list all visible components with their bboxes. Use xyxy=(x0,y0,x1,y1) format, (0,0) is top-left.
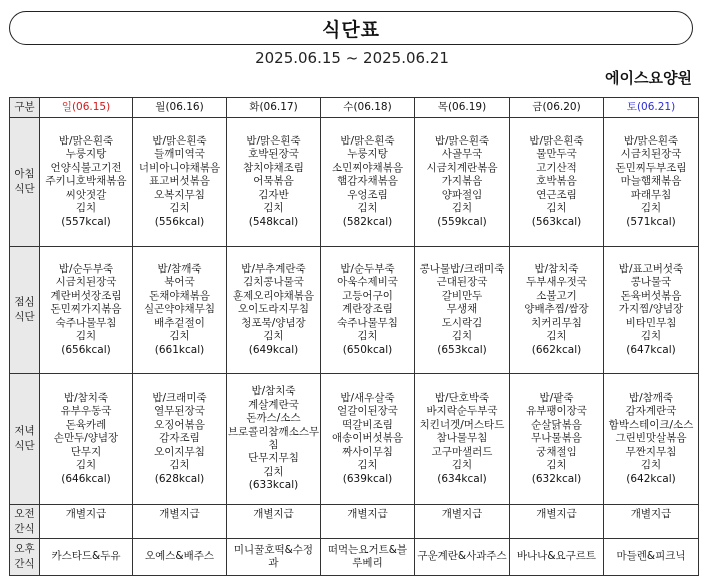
menu-item: 단무지 xyxy=(70,445,102,458)
menu-item: (633kcal) xyxy=(248,479,299,492)
menu-item: 돈까스/소스 xyxy=(246,412,301,425)
menu-item: (582kcal) xyxy=(342,215,393,228)
menu-item: 소불고기 xyxy=(536,289,577,302)
menu-item: 돈육카레 xyxy=(65,418,107,431)
menu-item: 너비아니야채볶음 xyxy=(138,161,221,174)
menu-item: 고구마샐러드 xyxy=(431,445,493,458)
menu-item: 유부팽이장국 xyxy=(526,405,587,418)
menu-item: (639kcal) xyxy=(342,472,393,485)
day-header-fri: 금(06.20) xyxy=(510,98,604,118)
menu-item: 오복지무침 xyxy=(154,188,205,201)
menu-item: 고등어구이 xyxy=(342,289,393,302)
menu-item: 언양식불고기전 xyxy=(50,161,122,174)
menu-item: 연근조림 xyxy=(536,188,577,201)
menu-item: 콩나물국 xyxy=(630,276,672,289)
menu-item: 김치 xyxy=(640,202,662,215)
menu-item: 그린빈맛살볶음 xyxy=(615,432,687,445)
menu-item: (653kcal) xyxy=(437,343,487,356)
snack-cell: 떠먹는요거트&블루베리 xyxy=(321,539,415,576)
menu-item: 돈채야채볶음 xyxy=(149,289,210,302)
menu-item: 열무된장국 xyxy=(154,405,205,418)
menu-item: 오징어볶음 xyxy=(154,418,205,431)
day-header-thu: 목(06.19) xyxy=(415,98,510,118)
day-header-sun: 일(06.15) xyxy=(40,98,133,118)
snack-cell: 바나나&요구르트 xyxy=(510,539,604,576)
meal-cell xyxy=(321,247,415,374)
menu-item: (563kcal) xyxy=(531,215,582,228)
menu-item: 햄감자채볶음 xyxy=(337,175,398,188)
day-header-row xyxy=(10,98,699,118)
organization-name: 에이스요양원 xyxy=(605,69,692,87)
breakfast-label: 아침 식단 xyxy=(10,118,40,247)
menu-item: 감자조림 xyxy=(159,432,200,445)
menu-item: 오이도라지무침 xyxy=(237,303,309,316)
menu-item: (647kcal) xyxy=(626,343,676,356)
menu-item: 시금치계란볶음 xyxy=(426,161,498,174)
menu-item: 참치야채조림 xyxy=(243,161,304,174)
menu-item: 파래무침 xyxy=(630,188,672,201)
menu-item: 치킨너겟/머스타드 xyxy=(419,418,505,431)
meal-plan-table xyxy=(9,97,699,576)
snack-cell: 개별지급 xyxy=(321,505,415,539)
menu-item: 김치 xyxy=(546,202,567,215)
menu-item: 오이지무침 xyxy=(154,445,205,458)
meal-cell xyxy=(510,118,604,247)
menu-item: (632kcal) xyxy=(531,472,582,485)
meal-cell xyxy=(40,247,133,374)
menu-item: 김자반 xyxy=(258,188,289,201)
dinner-row xyxy=(10,374,699,505)
meal-cell xyxy=(133,374,227,505)
menu-item: 들깨미역국 xyxy=(154,148,205,161)
menu-item: 밥/맑은흰죽 xyxy=(340,135,395,148)
meal-cell xyxy=(133,118,227,247)
menu-item: 밥/맑은흰죽 xyxy=(246,135,301,148)
menu-item: 밥/새우살죽 xyxy=(340,392,395,405)
menu-item: 김치 xyxy=(263,465,284,478)
menu-item: 밥/참치죽 xyxy=(63,392,109,405)
menu-item: (557kcal) xyxy=(61,215,111,228)
menu-item: 근대된장국 xyxy=(436,276,488,289)
menu-item: 밥/맑은흰죽 xyxy=(529,135,584,148)
menu-item: 호박볶음 xyxy=(536,175,577,188)
menu-item: 주키니호박채볶음 xyxy=(45,175,127,188)
afternoon-snack-label: 오후 간식 xyxy=(10,539,40,576)
menu-item: 브로콜리참깨소스무침 xyxy=(227,425,320,451)
menu-item: 무짠지무침 xyxy=(625,445,677,458)
menu-item: (634kcal) xyxy=(437,472,487,485)
menu-item: (548kcal) xyxy=(248,215,299,228)
menu-item: 김치 xyxy=(169,330,190,343)
menu-item: 시금치된장국 xyxy=(55,276,117,289)
menu-item: (662kcal) xyxy=(531,343,582,356)
snack-cell: 개별지급 xyxy=(604,505,699,539)
menu-item: 씨앗젓갈 xyxy=(65,188,107,201)
menu-item: 사골무국 xyxy=(441,148,483,161)
menu-item: 김치 xyxy=(169,202,190,215)
menu-item: 누룽지탕 xyxy=(65,148,107,161)
snack-cell: 개별지급 xyxy=(133,505,227,539)
meal-cell xyxy=(321,374,415,505)
menu-item: 양파절임 xyxy=(441,188,483,201)
menu-item: 김치 xyxy=(357,459,378,472)
menu-item: 얼갈이된장국 xyxy=(337,405,398,418)
menu-item: 배추겉절이 xyxy=(154,316,205,329)
menu-item: 시금치된장국 xyxy=(620,148,682,161)
meal-cell xyxy=(604,374,699,505)
menu-item: 감자계란국 xyxy=(625,405,677,418)
menu-item: 김치 xyxy=(546,459,567,472)
menu-item: 도시락김 xyxy=(441,316,483,329)
menu-item: 김치 xyxy=(263,330,284,343)
menu-item: 밥/맑은흰죽 xyxy=(623,135,679,148)
menu-item: 물만두국 xyxy=(536,148,577,161)
menu-item: 돈민찌두부조림 xyxy=(615,161,687,174)
meal-cell xyxy=(227,247,321,374)
snack-cell: 개별지급 xyxy=(510,505,604,539)
menu-item: 무나물볶음 xyxy=(531,432,582,445)
meal-cell xyxy=(604,247,699,374)
menu-item: 김치 xyxy=(451,459,473,472)
menu-item: 김치 xyxy=(546,330,567,343)
snack-cell: 개별지급 xyxy=(227,505,321,539)
menu-item: 김치 xyxy=(451,330,473,343)
morning-snack-label: 오전 간식 xyxy=(10,505,40,539)
menu-item: 표고버섯볶음 xyxy=(149,175,210,188)
menu-item: 밥/부추계란죽 xyxy=(241,263,306,276)
menu-item: 마늘햄채볶음 xyxy=(620,175,682,188)
day-header-mon: 월(06.16) xyxy=(133,98,227,118)
menu-item: 떡갈비조림 xyxy=(342,418,393,431)
menu-item: 누룽지탕 xyxy=(347,148,388,161)
meal-cell xyxy=(40,374,133,505)
dinner-label: 저녁 식단 xyxy=(10,374,40,505)
menu-item: (571kcal) xyxy=(626,215,676,228)
snack-cell: 카스타드&두유 xyxy=(40,539,133,576)
menu-item: 밥/표고버섯죽 xyxy=(618,263,684,276)
menu-item: 호박된장국 xyxy=(248,148,299,161)
menu-item: 어묵볶음 xyxy=(253,175,294,188)
menu-item: 숙주나물무침 xyxy=(55,316,117,329)
menu-item: 가지찜/양념장 xyxy=(618,303,684,316)
menu-item: 북어국 xyxy=(164,276,195,289)
menu-item: 우엉조림 xyxy=(347,188,388,201)
menu-item: 애송이버섯볶음 xyxy=(331,432,403,445)
menu-item: 소민찌야채볶음 xyxy=(331,161,403,174)
menu-item: 밥/순두부죽 xyxy=(340,263,395,276)
breakfast-row xyxy=(10,118,699,247)
meal-cell xyxy=(227,118,321,247)
meal-cell xyxy=(510,374,604,505)
menu-item: 밥/맑은흰죽 xyxy=(58,135,114,148)
meal-cell xyxy=(321,118,415,247)
menu-item: (559kcal) xyxy=(437,215,487,228)
menu-item: 돈민찌가지볶음 xyxy=(50,303,122,316)
day-header-tue: 화(06.17) xyxy=(227,98,321,118)
meal-cell xyxy=(415,118,510,247)
menu-item: 밥/참깨죽 xyxy=(157,263,202,276)
meal-cell xyxy=(415,247,510,374)
menu-item: 밥/팥죽 xyxy=(539,392,574,405)
snack-cell: 오예스&배주스 xyxy=(133,539,227,576)
meal-cell xyxy=(133,247,227,374)
menu-item: 김치 xyxy=(169,459,190,472)
snack-cell: 마들렌&피크닉 xyxy=(604,539,699,576)
category-header: 구분 xyxy=(10,98,40,118)
menu-item: (649kcal) xyxy=(248,343,299,356)
menu-item: 짜사이무침 xyxy=(342,445,393,458)
menu-item: (628kcal) xyxy=(154,472,205,485)
menu-item: 콩나물밥/크래미죽 xyxy=(419,263,505,276)
lunch-row xyxy=(10,247,699,374)
menu-item: (656kcal) xyxy=(61,343,111,356)
menu-item: 김치 xyxy=(75,202,97,215)
menu-item: (661kcal) xyxy=(154,343,205,356)
afternoon-snack-row xyxy=(10,539,699,576)
menu-item: 단무지무침 xyxy=(248,452,299,465)
menu-item: 유부우동국 xyxy=(60,405,112,418)
menu-item: 밥/크래미죽 xyxy=(152,392,207,405)
menu-item: 순살닭볶음 xyxy=(531,418,582,431)
menu-item: 양배추찜/쌈장 xyxy=(524,303,589,316)
menu-item: 계란장조림 xyxy=(342,303,393,316)
menu-item: (646kcal) xyxy=(61,472,111,485)
menu-item: 김치콩나물국 xyxy=(243,276,304,289)
menu-item: 치커리무침 xyxy=(531,316,582,329)
menu-item: 참나물무침 xyxy=(436,432,488,445)
menu-item: 김치 xyxy=(263,202,284,215)
menu-item: 계란버섯장조림 xyxy=(50,289,122,302)
menu-item: 바지락순두부국 xyxy=(426,405,498,418)
menu-item: 아욱수제비국 xyxy=(337,276,398,289)
menu-item: 청포묵/양념장 xyxy=(241,316,306,329)
menu-item: 김치 xyxy=(357,330,378,343)
page-title: 식단표 xyxy=(9,11,693,45)
meal-cell xyxy=(40,118,133,247)
menu-item: 김치 xyxy=(75,330,97,343)
meal-cell xyxy=(510,247,604,374)
menu-item: 고기산적 xyxy=(536,161,577,174)
day-header-sat: 토(06.21) xyxy=(604,98,699,118)
meal-cell xyxy=(415,374,510,505)
menu-item: 김치 xyxy=(640,459,662,472)
menu-item: 훈제오리야채볶음 xyxy=(232,289,315,302)
menu-item: (650kcal) xyxy=(342,343,393,356)
menu-item: 함박스테이크/소스 xyxy=(608,418,694,431)
menu-item: 숙주나물무침 xyxy=(337,316,398,329)
meal-cell xyxy=(227,374,321,505)
menu-item: 밥/순두부죽 xyxy=(58,263,114,276)
snack-cell: 개별지급 xyxy=(40,505,133,539)
day-header-wed: 수(06.18) xyxy=(321,98,415,118)
menu-item: 궁채절임 xyxy=(536,445,577,458)
snack-cell: 미니꿀호떡&수정과 xyxy=(227,539,321,576)
menu-item: 밥/맑은흰죽 xyxy=(152,135,207,148)
menu-item: 갈비만두 xyxy=(441,289,483,302)
menu-item: 김치 xyxy=(75,459,97,472)
menu-item: (642kcal) xyxy=(626,472,676,485)
menu-item: 밥/참치죽 xyxy=(534,263,579,276)
morning-snack-row xyxy=(10,505,699,539)
menu-item: 실곤약야채무침 xyxy=(143,303,215,316)
meal-cell xyxy=(604,118,699,247)
date-range: 2025.06.15 ~ 2025.06.21 xyxy=(255,49,449,67)
menu-item: 손만두/양념장 xyxy=(53,432,119,445)
menu-item: 가지볶음 xyxy=(441,175,483,188)
menu-item: 밥/참깨죽 xyxy=(628,392,674,405)
menu-item: 김치 xyxy=(640,330,662,343)
menu-item: 계살계란국 xyxy=(248,398,299,411)
lunch-label: 점심 식단 xyxy=(10,247,40,374)
menu-item: 밥/참치죽 xyxy=(251,385,296,398)
menu-item: 두부새우젓국 xyxy=(526,276,587,289)
menu-item: 밥/단호박죽 xyxy=(434,392,490,405)
menu-item: 무생채 xyxy=(446,303,478,316)
menu-item: 김치 xyxy=(357,202,378,215)
menu-item: 밥/맑은흰죽 xyxy=(434,135,490,148)
menu-item: (556kcal) xyxy=(154,215,205,228)
snack-cell: 개별지급 xyxy=(415,505,510,539)
menu-item: 돈육버섯볶음 xyxy=(620,289,682,302)
menu-item: 김치 xyxy=(451,202,473,215)
menu-item: 비타민무침 xyxy=(625,316,677,329)
snack-cell: 구운계란&사과주스 xyxy=(415,539,510,576)
